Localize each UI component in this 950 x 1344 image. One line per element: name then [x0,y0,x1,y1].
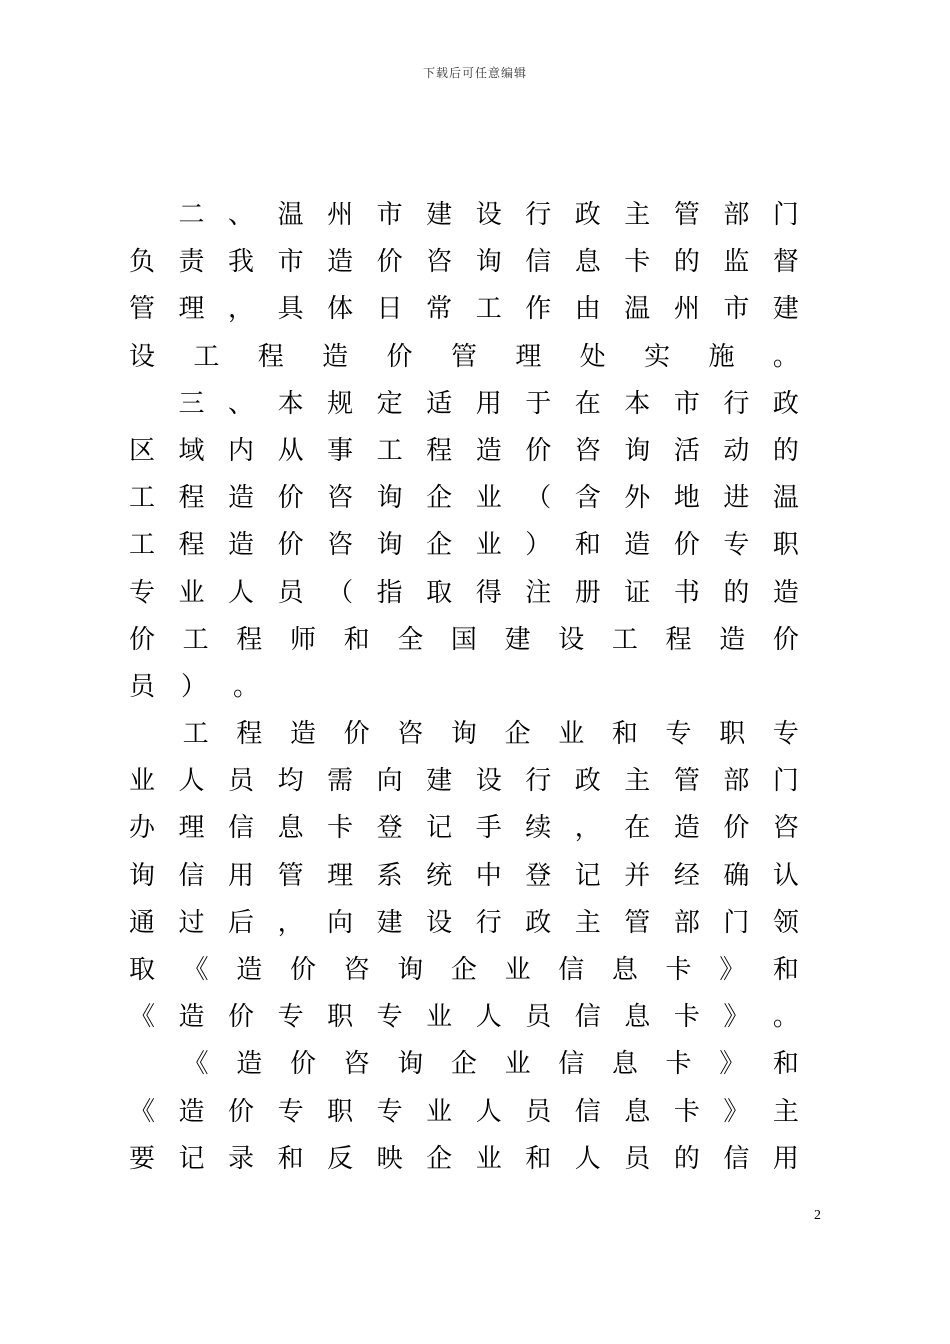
text-line: 二 、 温 州 市 建 设 行 政 主 管 部 门 [178,200,799,230]
text-line: 工 程 造 价 咨 询 企 业 和 专 职 专 [182,719,799,750]
text-line: 工 程 造 价 咨 询 企 业 ） 和 造 价 专 职 [128,530,799,561]
text-line: 工 程 造 价 咨 询 企 业 （ 含 外 地 进 温 [128,483,799,514]
text-line: 三 、 本 规 定 适 用 于 在 本 市 行 政 [178,388,799,419]
text-line: 负 责 我 市 造 价 咨 询 信 息 卡 的 监 督 [128,247,799,278]
text-line: 取 《 造 价 咨 询 企 业 信 息 卡 》 和 [128,955,799,985]
text-line: 专 业 人 员 （ 指 取 得 注 册 证 书 的 造 [128,577,799,608]
text-line: 办 理 信 息 卡 登 记 手 续 ， 在 造 价 咨 [128,813,799,844]
text-line: 通 过 后 ， 向 建 设 行 政 主 管 部 门 领 [128,907,799,938]
text-line: 要 记 录 和 反 映 企 业 和 人 员 的 信 用 [128,1143,799,1174]
text-line: 询 信 用 管 理 系 统 中 登 记 并 经 确 认 [128,860,799,891]
text-line: 《 造 价 咨 询 企 业 信 息 卡 》 和 [182,1049,799,1080]
document-body [128,192,800,1183]
page-header: 下载后可任意编辑 [422,66,527,80]
text-line: 区 域 内 从 事 工 程 造 价 咨 询 活 动 的 [128,435,799,466]
text-line: 价 工 程 师 和 全 国 建 设 工 程 造 价 [128,624,799,655]
page-number: 2 [814,1208,821,1223]
text-line: 《 造 价 专 职 专 业 人 员 信 息 卡 》 。 [128,1002,799,1033]
text-line: 管 理 ， 具 体 日 常 工 作 由 温 州 市 建 [128,294,799,325]
text-line: 《 造 价 专 职 专 业 人 员 信 息 卡 》 主 [128,1096,799,1127]
text-line: 业 人 员 均 需 向 建 设 行 政 主 管 部 门 [128,766,799,797]
text-line: 设 工 程 造 价 管 理 处 实 施 。 [128,341,799,372]
text-line: 员 ） 。 [128,671,259,702]
